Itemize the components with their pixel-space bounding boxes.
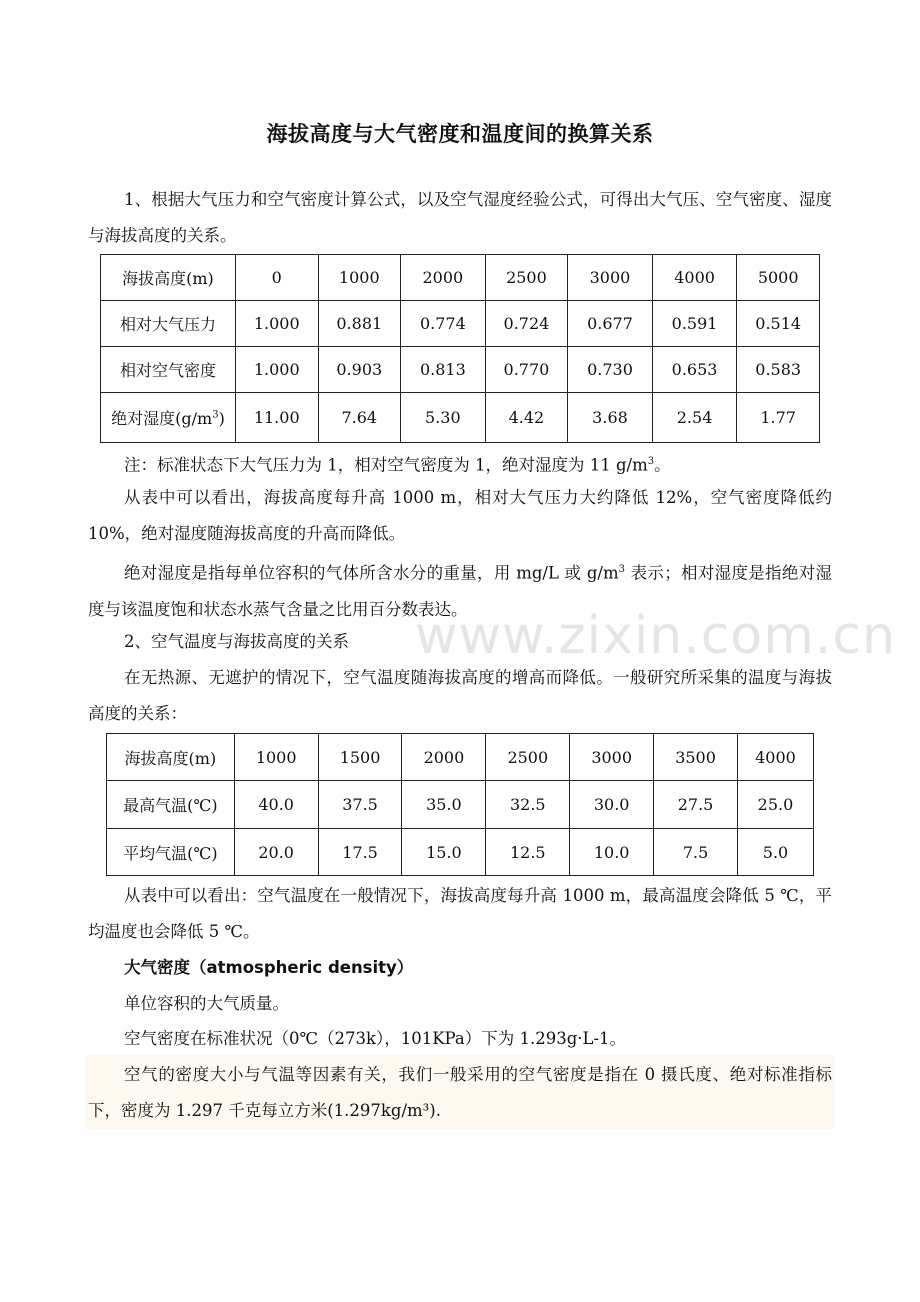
table-cell: 5.30 bbox=[401, 393, 486, 443]
table-cell: 2000 bbox=[401, 255, 486, 301]
heading-atmospheric-density: 大气密度（atmospheric density） bbox=[124, 958, 414, 977]
table-cell: 3500 bbox=[654, 734, 738, 781]
section-heading-temperature: 2、空气温度与海拔高度的关系 bbox=[124, 632, 349, 651]
table-cell: 2500 bbox=[486, 734, 570, 781]
table-cell: 1.000 bbox=[235, 301, 318, 347]
watermark: www.zixin.com.cn bbox=[415, 606, 896, 666]
row-label: 相对大气压力 bbox=[101, 301, 236, 347]
table-cell: 0.583 bbox=[737, 347, 820, 393]
table-cell: 1500 bbox=[318, 734, 402, 781]
table-cell: 27.5 bbox=[654, 781, 738, 829]
altitude-temperature-table bbox=[106, 733, 814, 876]
intro-paragraph: 1、根据大气压力和空气密度计算公式，以及空气湿度经验公式，可得出大气压、空气密度、湿度与海拔高度的关系。 bbox=[88, 190, 832, 245]
paragraph-text: 绝对湿度是指每单位容积的气体所含水分的重量，用 mg/L 或 g/m bbox=[124, 563, 619, 583]
definition-line: 单位容积的大气质量。 bbox=[124, 994, 289, 1013]
table-cell: 15.0 bbox=[402, 829, 486, 876]
table-cell: 0.730 bbox=[568, 347, 653, 393]
table-cell: 7.5 bbox=[654, 829, 738, 876]
row-label-text: 绝对湿度(g/m bbox=[111, 409, 213, 428]
table-cell: 0.591 bbox=[652, 301, 737, 347]
table-cell: 5000 bbox=[737, 255, 820, 301]
table-row bbox=[107, 781, 814, 829]
superscript: 3 bbox=[212, 409, 219, 421]
table-cell: 0.813 bbox=[401, 347, 486, 393]
table-cell: 35.0 bbox=[402, 781, 486, 829]
table-row bbox=[101, 347, 820, 393]
table-cell: 32.5 bbox=[486, 781, 570, 829]
table-cell: 0 bbox=[235, 255, 318, 301]
table-row bbox=[107, 734, 814, 781]
table-cell: 3000 bbox=[568, 255, 653, 301]
row-label: 相对空气密度 bbox=[101, 347, 236, 393]
table-cell: 0.653 bbox=[652, 347, 737, 393]
table-cell: 40.0 bbox=[234, 781, 318, 829]
note-text: 。 bbox=[654, 455, 671, 475]
table-cell: 2.54 bbox=[652, 393, 737, 443]
altitude-pressure-table bbox=[100, 254, 820, 443]
table-cell: 7.64 bbox=[318, 393, 401, 443]
table-cell: 0.774 bbox=[401, 301, 486, 347]
row-label bbox=[101, 393, 236, 443]
table-cell: 0.724 bbox=[485, 301, 568, 347]
table-cell: 12.5 bbox=[486, 829, 570, 876]
paragraph-temperature-trend: 从表中可以看出：空气温度在一般情况下，海拔高度每升高 1000 m，最高温度会降低 5 ℃，平均温度也会降低 5 ℃。 bbox=[88, 886, 832, 941]
table-cell: 1000 bbox=[318, 255, 401, 301]
note-text: 注：标准状态下大气压力为 1，相对空气密度为 1，绝对湿度为 11 g/m bbox=[124, 455, 648, 475]
table-row bbox=[101, 301, 820, 347]
superscript: 3 bbox=[618, 564, 626, 575]
row-label: 海拔高度(m) bbox=[101, 255, 236, 301]
table-row bbox=[101, 255, 820, 301]
table-row bbox=[101, 393, 820, 443]
superscript: 3 bbox=[647, 456, 655, 467]
table-row bbox=[107, 829, 814, 876]
table-cell: 0.677 bbox=[568, 301, 653, 347]
table-cell: 0.770 bbox=[485, 347, 568, 393]
table-cell: 3.68 bbox=[568, 393, 653, 443]
table-cell: 30.0 bbox=[570, 781, 654, 829]
table-cell: 10.0 bbox=[570, 829, 654, 876]
table-cell: 17.5 bbox=[318, 829, 402, 876]
row-label: 平均气温(℃) bbox=[107, 829, 235, 876]
table-cell: 1000 bbox=[234, 734, 318, 781]
row-label-text: ) bbox=[218, 409, 225, 428]
table-cell: 1.77 bbox=[737, 393, 820, 443]
paragraph-temperature-intro: 在无热源、无遮护的情况下，空气温度随海拔高度的增高而降低。一般研究所采集的温度与海拔高度的关系： bbox=[88, 668, 832, 723]
paragraph-text: 表示；相对湿度是指绝对湿度与该温度饱和状态水蒸气含量之比用百分数表达。 bbox=[88, 563, 832, 619]
table-cell: 4.42 bbox=[485, 393, 568, 443]
table-cell: 5.0 bbox=[737, 829, 813, 876]
table-cell: 1.000 bbox=[235, 347, 318, 393]
table-note bbox=[124, 444, 671, 484]
table-cell: 20.0 bbox=[234, 829, 318, 876]
paragraph-pressure-trend: 从表中可以看出，海拔高度每升高 1000 m，相对大气压力大约降低 12%，空气密度降低约 10%，绝对湿度随海拔高度的升高而降低。 bbox=[88, 488, 832, 543]
standard-density-line: 空气密度在标准状况（0℃（273k），101KPa）下为 1.293g·L-1。 bbox=[124, 1029, 627, 1048]
table-cell: 25.0 bbox=[737, 781, 813, 829]
page-title: 海拔高度与大气密度和温度间的换算关系 bbox=[266, 122, 654, 146]
table-cell: 0.903 bbox=[318, 347, 401, 393]
row-label: 海拔高度(m) bbox=[107, 734, 235, 781]
table-cell: 2000 bbox=[402, 734, 486, 781]
table-cell: 0.514 bbox=[737, 301, 820, 347]
paragraph-density-note: 空气的密度大小与气温等因素有关，我们一般采用的空气密度是指在 0 摄氏度、绝对标准指标下，密度为 1.297 千克每立方米(1.297kg/m³). bbox=[88, 1065, 832, 1120]
table-cell: 0.881 bbox=[318, 301, 401, 347]
table-cell: 37.5 bbox=[318, 781, 402, 829]
row-label: 最高气温(℃) bbox=[107, 781, 235, 829]
table-cell: 3000 bbox=[570, 734, 654, 781]
table-cell: 4000 bbox=[737, 734, 813, 781]
table-cell: 2500 bbox=[485, 255, 568, 301]
table-cell: 4000 bbox=[652, 255, 737, 301]
table-cell: 11.00 bbox=[235, 393, 318, 443]
